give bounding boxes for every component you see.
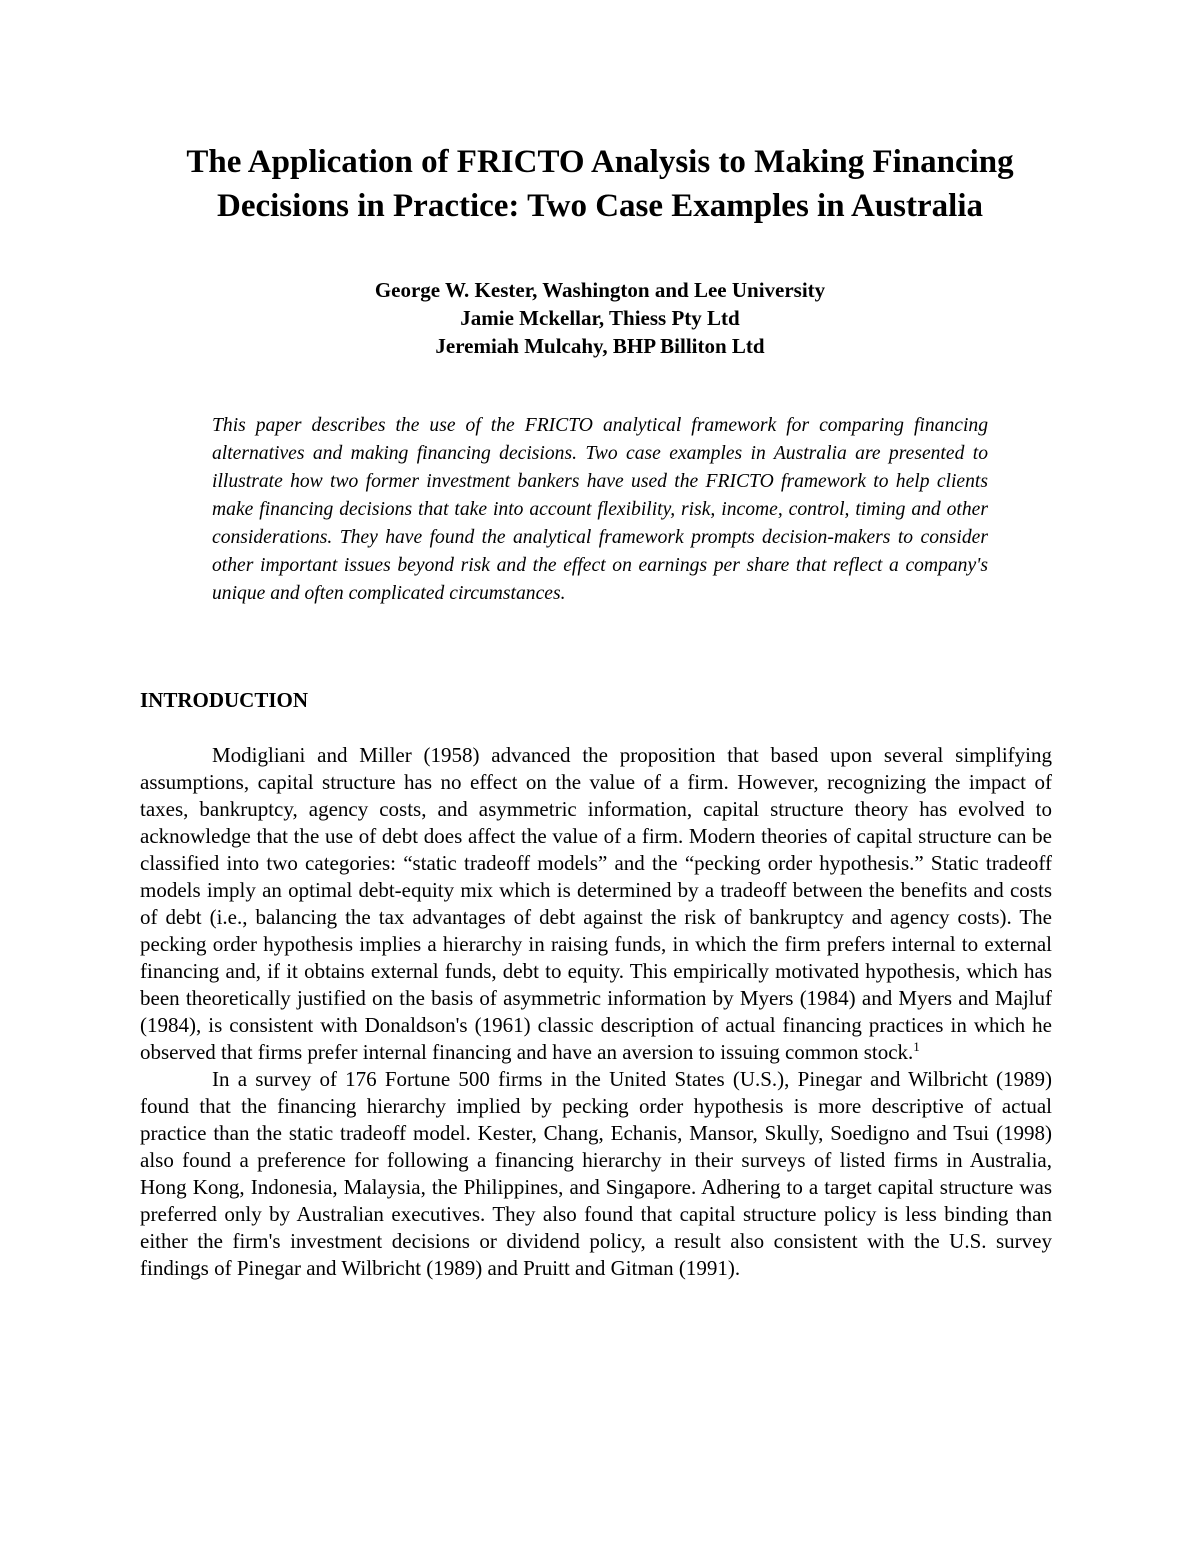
title-line-2: Decisions in Practice: Two Case Examples in Australia [217, 188, 983, 224]
abstract: This paper describes the use of the FRICTO analytical framework for comparing financing alternatives and making financing decisions. Two case examples in Australia are presented to illustrate how two former investment bankers have used the FRICTO framework to help clients make financing decisions that take into account flexibility, risk, income, control, timing and other considerations. They have found the analytical framework prompts decision-makers to consider other important issues beyond risk and the effect on earnings per share that reflect a company's unique and often complicated circumstances. [212, 415, 988, 604]
author-line: Jeremiah Mulcahy, BHP Billiton Ltd [435, 334, 765, 358]
author-list [100, 276, 1100, 360]
body-paragraph: In a survey of 176 Fortune 500 firms in the United States (U.S.), Pinegar and Wilbricht (1989) found that the financing hierarchy implied by pecking order hypothesis is more descriptive of actual practice than the static tradeoff model. Kester, Chang, Echanis, Mansor, Skully, Soedigno and Tsui (1998) also found a preference for following a financing hierarchy in their surveys of listed firms in Australia, Hong Kong, Indonesia, Malaysia, the Philippines, and Singapore. Adhering to a target capital structure was preferred only by Australian executives. They also found that capital structure policy is less binding than either the firm's investment decisions or dividend policy, a result also consistent with the U.S. survey findings of Pinegar and Wilbricht (1989) and Pruitt and Gitman (1991). [140, 1067, 1052, 1280]
footnote-reference[interactable]: 1 [913, 1039, 920, 1054]
author-line: George W. Kester, Washington and Lee University [374, 278, 826, 302]
introduction-body [140, 742, 1052, 1282]
author-line: Jamie Mckellar, Thiess Pty Ltd [460, 306, 740, 330]
paper-title [100, 140, 1100, 228]
section-heading-introduction: INTRODUCTION [140, 688, 309, 712]
body-paragraph [140, 742, 1052, 1066]
paragraph-text: Modigliani and Miller (1958) advanced the proposition that based upon several simplifying assumptions, capital structure has no effect on the value of a firm. However, recognizing the impact of taxes, bankruptcy, agency costs, and asymmetric information, capital structure theory has evolved to acknowledge that the use of debt does affect the value of a firm. Modern theories of capital structure can be classified into two categories: “static tradeoff models” and the “pecking order hypothesis.” Static tradeoff models imply an optimal debt-equity mix which is determined by a tradeoff between the benefits and costs of debt (i.e., balancing the tax advantages of debt against the risk of bankruptcy and agency costs). The pecking order hypothesis implies a hierarchy in raising funds, in which the firm prefers internal to external financing and, if it obtains external funds, debt to equity. This empirically motivated hypothesis, which has been theoretically justified on the basis of asymmetric information by Myers (1984) and Myers and Majluf (1984), is consistent with Donaldson's (1961) classic description of actual financing practices in which he observed that firms prefer internal financing and have an aversion to issuing common stock. [140, 743, 1052, 1064]
title-line-1: The Application of FRICTO Analysis to Making Financing [186, 144, 1014, 180]
